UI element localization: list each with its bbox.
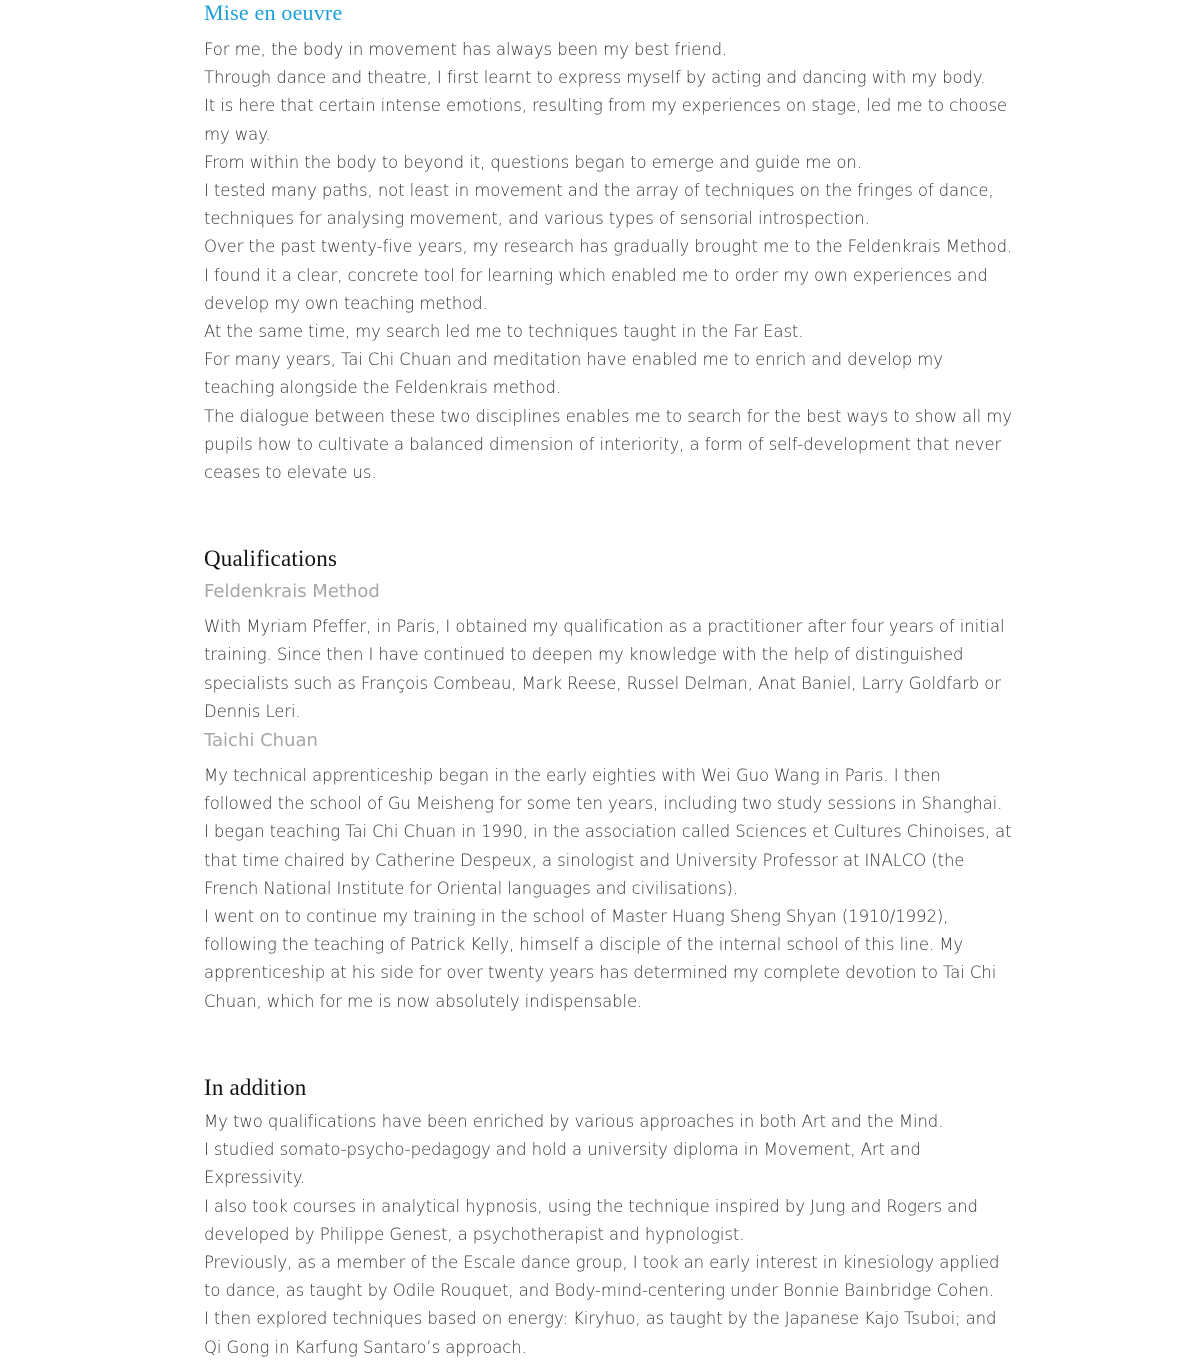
section-title-qualifications: Qualifications [204,546,338,572]
paragraph: My technical apprenticeship began in the early eighties with Wei Guo Wang in Paris. I then followed the school of Gu Meisheng for some ten years, including two study sessions in Shanghai. [204,766,1003,814]
paragraph: I began teaching Tai Chi Chuan in 1990, in the association called Sciences et Cultures Chinoises, at that time chaired by Catherine Despeux, a sinologist and University Professor at INALCO (the French National Institute for Oriental languages and civilisations). [204,822,1012,898]
paragraph: For many years, Tai Chi Chuan and meditation have enabled me to enrich and develop my teaching alongside the Feldenkrais method. [204,350,943,398]
paragraph: I also took courses in analytical hypnosis, using the technique inspired by Jung and Rogers and developed by Philippe Genest, a psychotherapist and hypnologist. [204,1196,978,1244]
paragraph: I tested many paths, not least in movement and the array of techniques on the fringes of dance, techniques for analysing movement, and various types of sensorial introspection. [204,181,994,229]
paragraph: I went on to continue my training in the school of Master Huang Sheng Shyan (1910/1992), following the teaching of Patrick Kelly, himself a disciple of the internal school of this line. My apprenticeship at his side for over twenty years has determined my complete devotion to Tai Chi Chuan, which for me is now absolutely indispensable. [204,907,997,1011]
subheading-taichi: Taichi Chuan [204,730,318,752]
section-in-addition [204,1074,1014,1362]
main-content [204,0,1014,1362]
paragraph: My two qualifications have been enriched by various approaches in both Art and the Mind. [204,1111,944,1131]
taichi-paragraphs [204,762,1014,1016]
feldenkrais-paragraphs [204,613,1014,726]
paragraph: Previously, as a member of the Escale dance group, I took an early interest in kinesiology applied to dance, as taught by Odile Rouquet, and Body-mind-centering under Bonnie Bainbridge Cohen. [204,1252,1000,1301]
section-title-mise-en-oeuvre: Mise en oeuvre [204,0,343,25]
section-spacer [204,487,1014,545]
addition-paragraphs [204,1108,1014,1362]
paragraph: For me, the body in movement has always been my best friend. [204,40,728,59]
paragraph: Over the past twenty-five years, my research has gradually brought me to the Feldenkrais Method. I found it a clear, concrete tool for learning which enabled me to order my own experiences and develop my own teaching method. [204,237,1013,313]
paragraph: I then explored techniques based on energy: Kiryhuo, as taught by the Japanese Kajo Tsuboi; and Qi Gong in Karfung Santaro’s approach. [204,1309,997,1357]
paragraph: From within the body to beyond it, questions began to emerge and guide me on. [204,152,862,172]
section-mise-en-oeuvre [204,0,1014,487]
paragraph: With Myriam Pfeffer, in Paris, I obtained my qualification as a practitioner after four years of initial training. Since then I have continued to deepen my knowledge with the help of distinguished specialists such as François Combeau, Mark Reese, Russel Delman, Anat Baniel, Larry Goldfarb or Dennis Leri. [204,617,1005,721]
paragraph: I studied somato-psycho-pedagogy and hold a university diploma in Movement, Art and Expressivity. [204,1140,921,1188]
paragraph: At the same time, my search led me to techniques taught in the Far East. [204,322,804,342]
paragraph: Through dance and theatre, I first learnt to express myself by acting and dancing with my body. [204,68,986,88]
section-spacer [204,1016,1014,1074]
paragraph: It is here that certain intense emotions, resulting from my experiences on stage, led me to choose my way. [204,96,1007,144]
mise-paragraphs [204,36,1014,487]
paragraph: The dialogue between these two disciplines enables me to search for the best ways to show all my pupils how to cultivate a balanced dimension of interiority, a form of self-development that never ceases to elevate us. [204,406,1012,483]
subheading-feldenkrais: Feldenkrais Method [204,581,380,603]
section-title-in-addition: In addition [204,1074,307,1100]
section-qualifications [204,545,1014,1016]
